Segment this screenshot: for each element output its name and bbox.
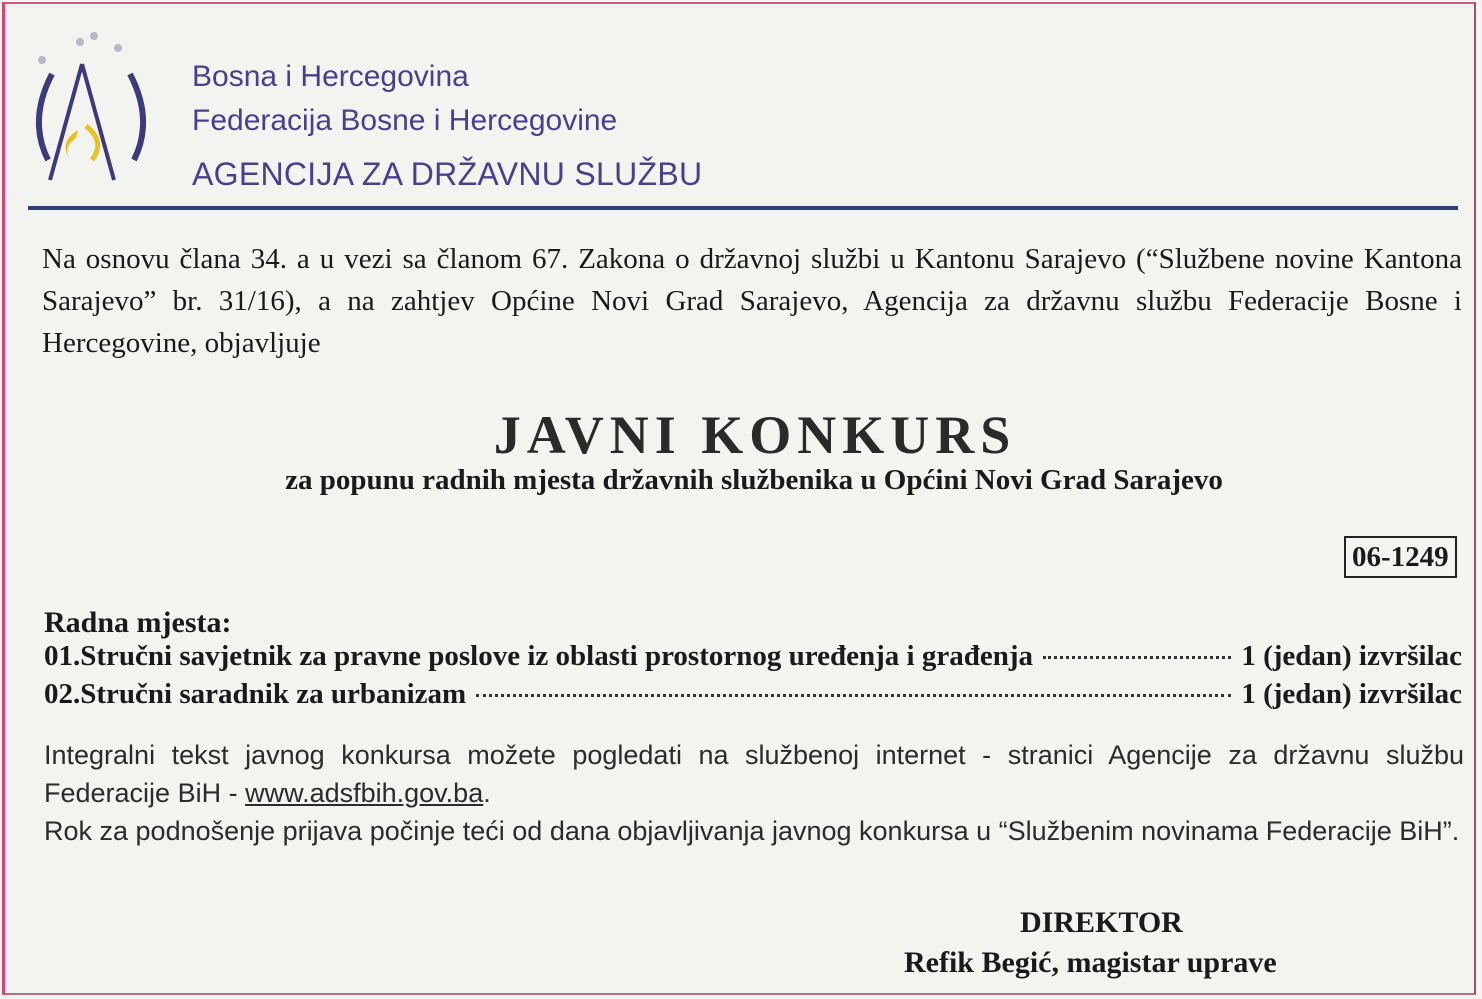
position-row: [44, 678, 1462, 711]
position-count: 1 (jedan) izvršilac: [1241, 678, 1462, 710]
deadline-paragraph: Rok za podnošenje prijava počinje teći od dana objavljivanja javnog konkursa u “Službenim novinama Federacije BiH”.: [44, 816, 1460, 846]
position-name: 02.Stručni saradnik za urbanizam: [44, 678, 467, 710]
signature-title: DIREKTOR: [1020, 906, 1183, 939]
reference-code-badge: 06-1249: [1344, 536, 1457, 578]
dot-leader: [476, 694, 1231, 697]
agency-logo-icon: [22, 30, 162, 200]
document-subtitle: za popunu radnih mjesta državnih službenika u Općini Novi Grad Sarajevo: [285, 464, 1223, 496]
info-text: Integralni tekst javnog konkursa možete pogledati na službenoj internet - stranici Agencije za državnu službu Federacije BiH -: [44, 740, 1464, 808]
position-row: [44, 640, 1462, 673]
dot-leader: [1043, 656, 1231, 659]
position-name: 01.Stručni savjetnik za pravne poslove iz oblasti prostornog uređenja i građenja: [44, 640, 1033, 672]
country-name: Bosna i Hercegovina: [192, 60, 469, 93]
positions-heading: Radna mjesta:: [44, 606, 232, 639]
position-count: 1 (jedan) izvršilac: [1241, 640, 1462, 672]
signature-name: Refik Begić, magistar uprave: [904, 946, 1277, 979]
website-link[interactable]: www.adsfbih.gov.ba: [245, 778, 484, 808]
agency-name: AGENCIJA ZA DRŽAVNU SLUŽBU: [192, 156, 703, 192]
header-divider: [28, 206, 1458, 210]
intro-paragraph: Na osnovu člana 34. a u vezi sa članom 67. Zakona o državnoj službi u Kantonu Sarajevo (“Službene novine Kantona Sarajevo” br. 31/16), a na zahtjev Općine Novi Grad Sarajevo, Agencija za državnu službu Federacije Bosne i Hercegovine, objavljuje: [42, 243, 1462, 359]
info-paragraph: [44, 736, 1464, 812]
document-title: JAVNI KONKURS: [493, 405, 1017, 465]
info-end: .: [483, 778, 491, 808]
entity-name: Federacija Bosne i Hercegovine: [192, 104, 618, 137]
